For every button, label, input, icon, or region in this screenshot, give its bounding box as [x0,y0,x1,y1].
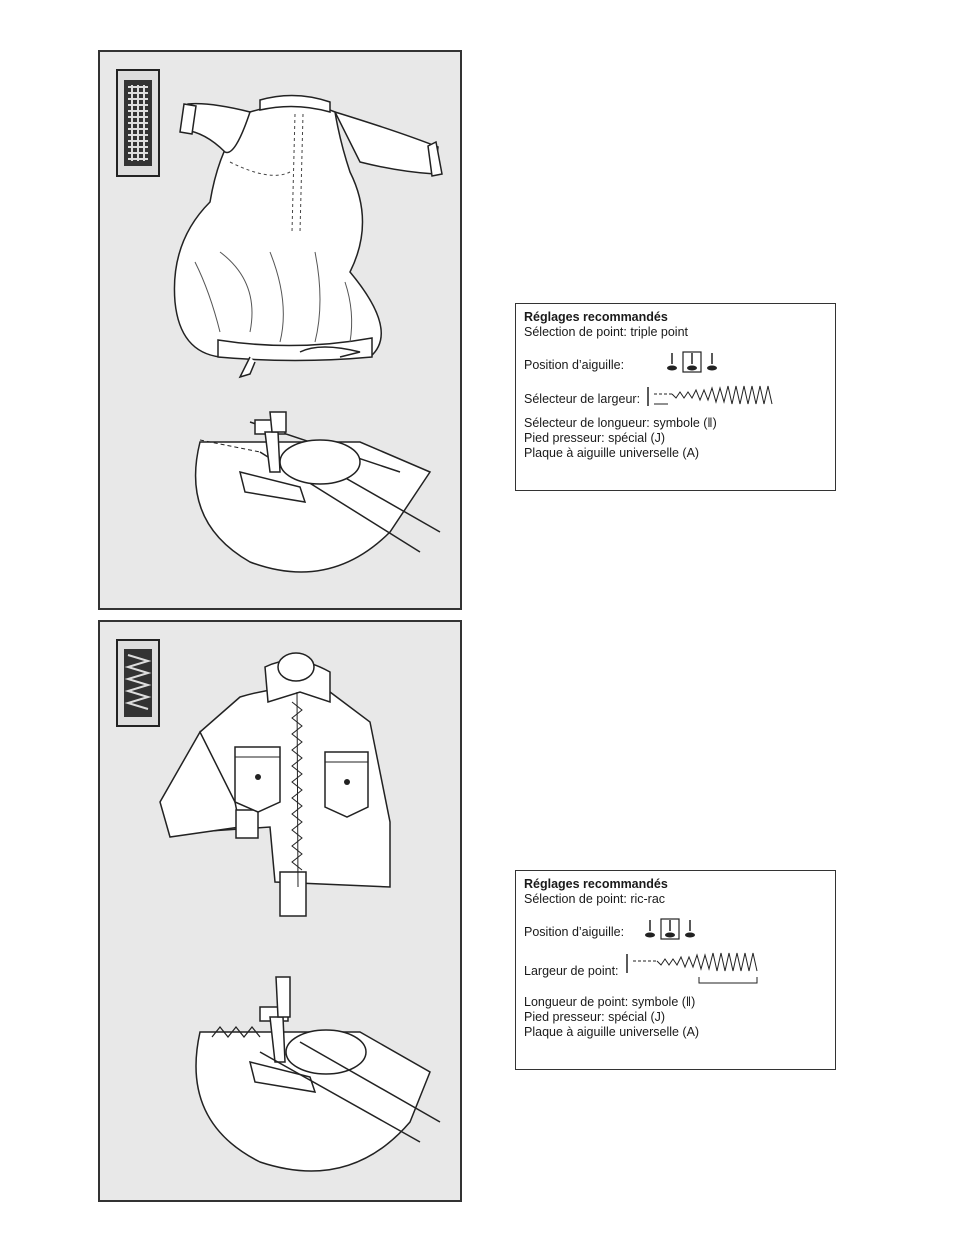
stitch-width-scale-icon [644,384,776,414]
stitch-width-label: Largeur de point: [524,963,619,978]
needle-position-label: Position d’aiguille: [524,357,625,372]
needle-position-row [524,917,827,947]
width-selector-label: Sélecteur de largeur: [524,391,641,406]
settings-title: Réglages recommandés [524,310,668,324]
settings-title: Réglages recommandés [524,877,668,891]
needle-position-row [524,350,827,380]
length-selector-text: Sélecteur de longueur: symbole (‖) [524,416,717,430]
baby-gown-illustration [100,52,462,610]
width-selector-row [524,384,827,414]
stitch-width-row [524,951,827,991]
presser-foot-text: Pied presseur: spécial (J) [524,431,666,445]
stitch-selection-text: Sélection de point: triple point [524,325,688,339]
stitch-length-text: Longueur de point: symbole (‖) [524,995,696,1009]
illustration-panel-triple-stitch [98,50,462,610]
recommended-settings-ric-rac [515,870,836,1070]
recommended-settings-triple-stitch [515,303,836,491]
stitch-width-scale-icon [623,951,763,991]
needle-position-icon [642,917,698,947]
needle-position-icon [664,350,720,380]
needle-position-label: Position d’aiguille: [524,924,625,939]
needle-plate-text: Plaque à aiguille universelle (A) [524,1025,700,1039]
needle-plate-text: Plaque à aiguille universelle (A) [524,446,700,460]
presser-foot-text: Pied presseur: spécial (J) [524,1010,666,1024]
stitch-selection-text: Sélection de point: ric-rac [524,892,666,906]
shirt-illustration [100,622,462,1202]
illustration-panel-ric-rac-stitch [98,620,462,1202]
